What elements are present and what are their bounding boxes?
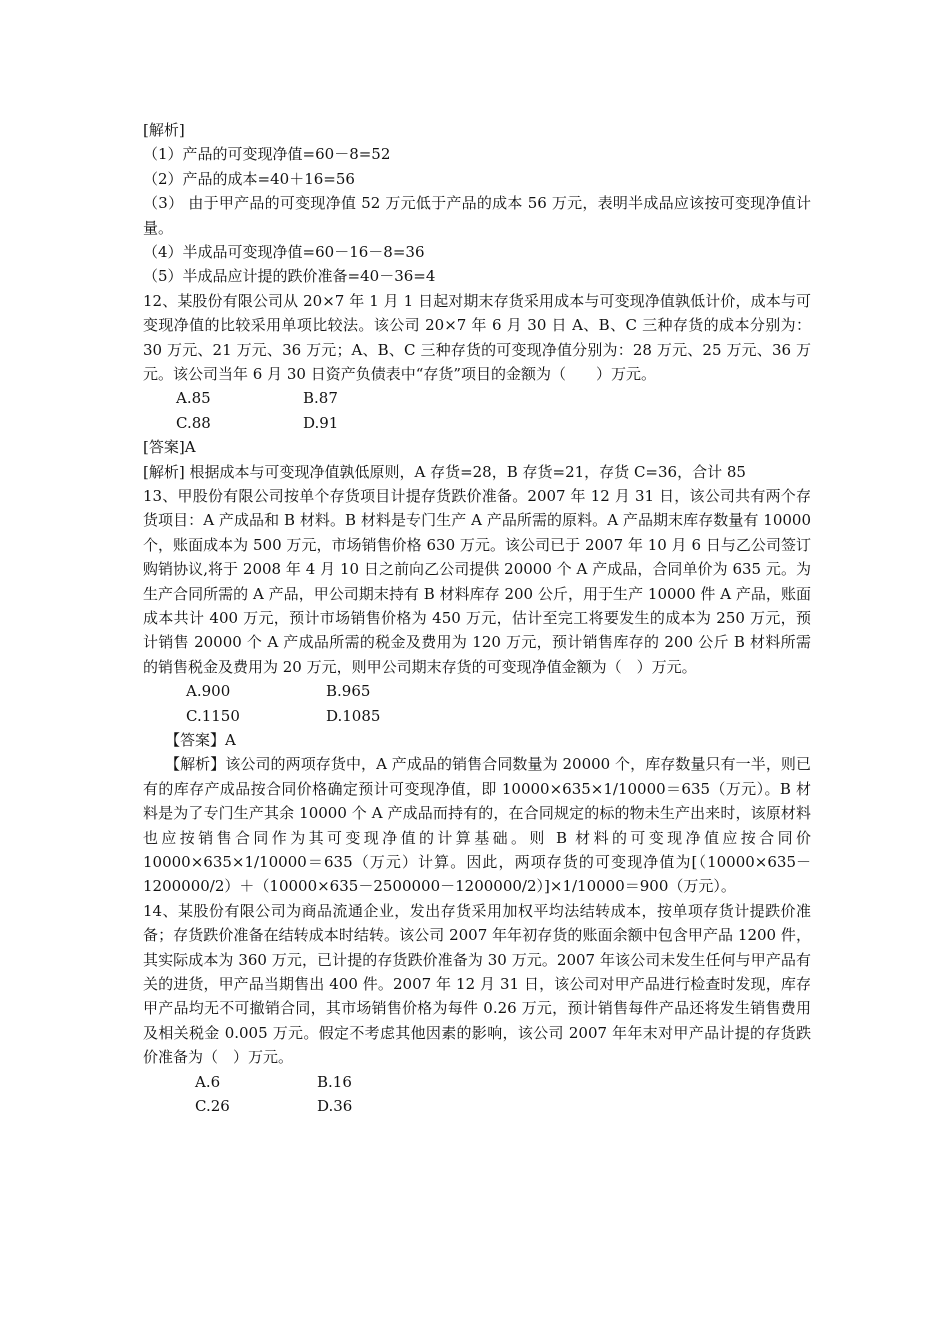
question-12-option-a: A.85 xyxy=(176,389,211,408)
question-12-options-row-1 xyxy=(143,386,811,410)
question-12-options-row-2 xyxy=(143,411,811,435)
question-13-options-row-2 xyxy=(143,704,811,728)
analysis-step-1: （1）产品的可变现净值=60－8=52 xyxy=(143,145,391,164)
question-13-option-d: D.1085 xyxy=(326,706,381,725)
question-13-answer: 【答案】A xyxy=(165,730,236,749)
question-13-option-c: C.1150 xyxy=(186,706,240,725)
question-12-text: 12、某股份有限公司从 20×7 年 1 月 1 日起对期末存货采用成本与可变现净值孰低计价，成本与可变现净值的比较采用单项比较法。该公司 20×7 年 6 月 30 日 A、B、C 三种存货的成本分别为：30 万元、21 万元、36 万元；A、B、C 三种存货的可变现净值分别为：28 万元、25 万元、36 万元。该公司当年 6 月 30 日资产负债表中“存货”项目的金额为（ ）万元。 xyxy=(143,291,811,383)
analysis-step-3: （3） 由于甲产品的可变现净值 52 万元低于产品的成本 56 万元，表明半成品应该按可变现净值计量。 xyxy=(143,194,811,237)
question-13-text: 13、甲股份有限公司按单个存货项目计提存货跌价准备。2007 年 12 月 31 日，该公司共有两个存货项目：A 产成品和 B 材料。B 材料是专门生产 A 产品所需的原料。A 产品期末库存数量有 10000 个，账面成本为 500 万元，市场销售价格 630 万元。该公司已于 2007 年 10 月 6 日与乙公司签订购销协议,将于 2008 年 4 月 10 日之前向乙公司提供 20000 个 A 产成品，合同单价为 635 元。为生产合同所需的 A 产品，甲公司期末持有 B 材料库存 200 公斤，用于生产 10000 件 A 产品，账面成本共计 400 万元，预计市场销售价格为 450 万元，估计至完工将要发生的成本为 250 万元，预计销售 20000 个 A 产成品所需的税金及费用为 120 万元，预计销售库存的 200 公斤 B 材料所需的销售税金及费用为 20 万元，则甲公司期末存货的可变现净值金额为（ ）万元。 xyxy=(143,486,811,676)
question-12-option-c: C.88 xyxy=(176,413,211,432)
question-12-option-b: B.87 xyxy=(303,389,338,408)
question-14-options-row-1 xyxy=(143,1070,811,1094)
question-14-options-row-2 xyxy=(143,1094,811,1118)
analysis-step-5: （5）半成品应计提的跌价准备=40－36=4 xyxy=(143,267,436,286)
question-12-option-d: D.91 xyxy=(303,413,339,432)
analysis-header: [解析] xyxy=(143,121,185,139)
question-14-option-b: B.16 xyxy=(317,1072,352,1091)
question-14-text: 14、某股份有限公司为商品流通企业，发出存货采用加权平均法结转成本，按单项存货计提跌价准备；存货跌价准备在结转成本时结转。该公司 2007 年年初存货的账面余额中包含甲产品 1200 件，其实际成本为 360 万元，已计提的存货跌价准备为 30 万元。2007 年该公司未发生任何与甲产品有关的进货，甲产品当期售出 400 件。2007 年 12 月 31 日，该公司对甲产品进行检查时发现，库存甲产品均无不可撤销合同，其市场销售价格为每件 0.26 万元，预计销售每件产品还将发生销售费用及相关税金 0.005 万元。假定不考虑其他因素的影响，该公司 2007 年年末对甲产品计提的存货跌价准备为（ ）万元。 xyxy=(143,901,811,1067)
question-13-option-b: B.965 xyxy=(326,682,371,701)
question-14-option-d: D.36 xyxy=(317,1097,353,1116)
question-14-option-a: A.6 xyxy=(195,1072,221,1091)
question-12-analysis: [解析] 根据成本与可变现净值孰低原则，A 存货=28，B 存货=21，存货 C=36，合计 85 xyxy=(143,462,746,481)
analysis-step-2: （2）产品的成本=40＋16=56 xyxy=(143,169,355,188)
analysis-step-4: （4）半成品可变现净值=60－16－8=36 xyxy=(143,242,425,261)
question-14-option-c: C.26 xyxy=(195,1097,230,1116)
question-12-answer: [答案]A xyxy=(143,438,196,457)
question-13-options-row-1 xyxy=(143,679,811,703)
question-13-option-a: A.900 xyxy=(186,682,231,701)
document-page xyxy=(143,118,811,1118)
question-13-analysis: 【解析】该公司的两项存货中，A 产成品的销售合同数量为 20000 个，库存数量只有一半，则已有的库存产成品按合同价格确定预计可变现净值，即 10000×635×1/10000＝635（万元）。B 材料是为了专门生产其余 10000 个 A 产成品而持有的，在合同规定的标的物未生产出来时，该原材料也应按销售合同作为其可变现净值的计算基础。则 B 材料的可变现净值应按合同价 10000×635×1/10000＝635（万元）计算。因此，两项存货的可变现净值为[（10000×635－1200000/2）＋（10000×635－2500000－1200000/2）]×1/10000＝900（万元）。 xyxy=(143,755,811,896)
